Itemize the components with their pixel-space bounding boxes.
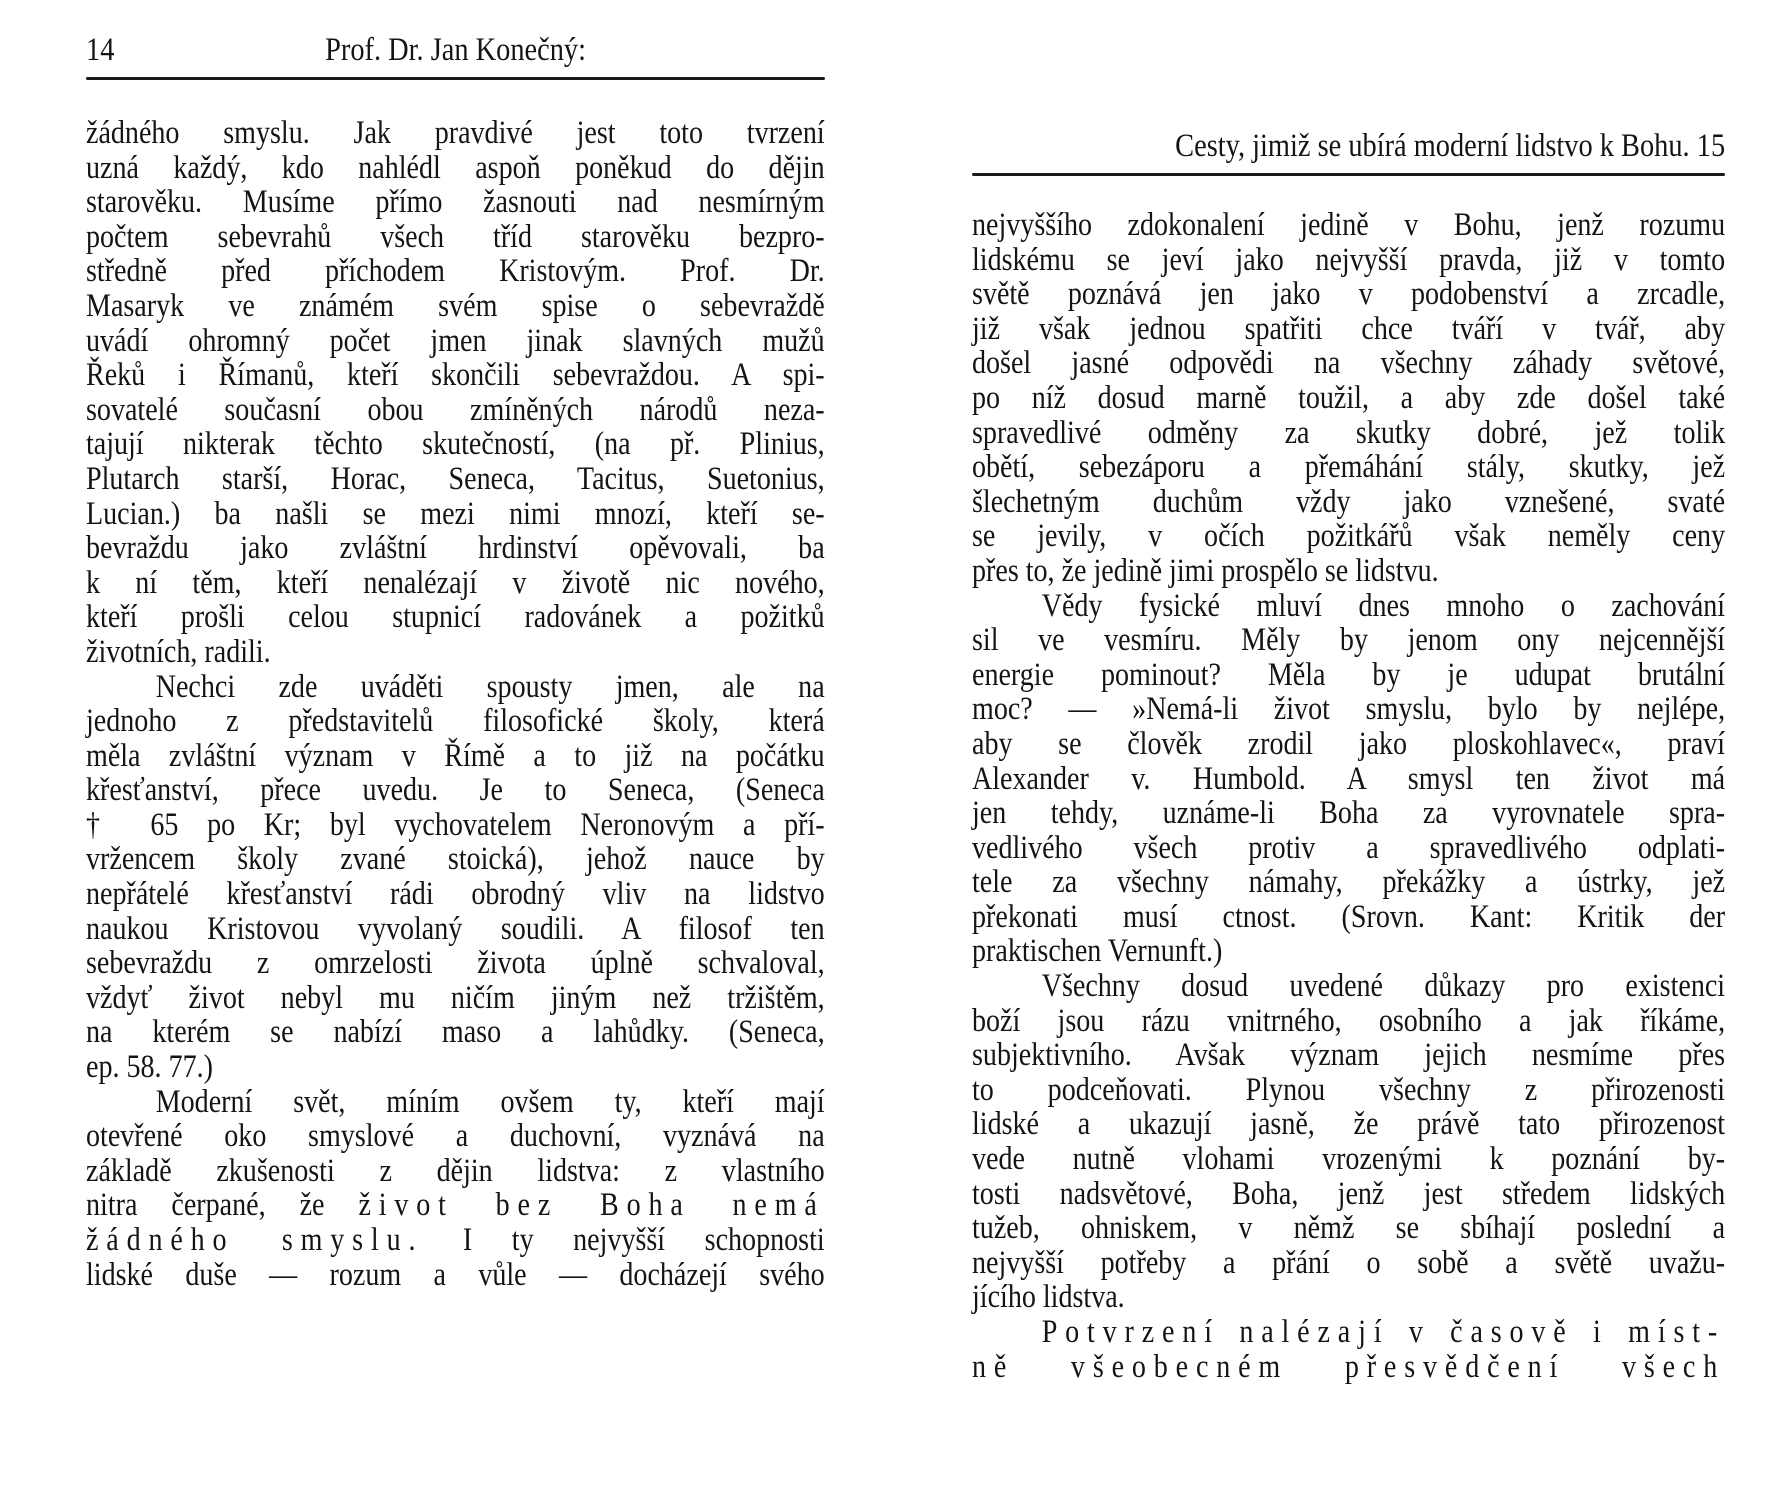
text-line: naukou Kristovou vyvolaný soudili. A filosof ten: [86, 910, 825, 947]
text-line: to podceňovati. Plynou všechny z přirozenosti: [972, 1071, 1726, 1108]
text-line: jen tehdy, uznáme-li Boha za vyrovnatele spra-: [972, 795, 1726, 832]
text-line: se jevily, v očích požitkářů však neměly ceny: [972, 518, 1726, 555]
text-line: spravedlivé odměny za skutky dobré, jež tolik: [972, 414, 1726, 451]
running-title: Cesty, jimiž se ubírá moderní lidstvo k Bohu.: [1175, 128, 1690, 164]
text-line: již však jednou spatřiti chce tváří v tvář, aby: [972, 310, 1726, 347]
text-line: počtem sebevrahů všech tříd starověku bezpro-: [86, 218, 825, 255]
header-rule: [972, 173, 1725, 176]
text-line: křesťanství, přece uvedu. Je to Seneca, (Seneca: [86, 772, 825, 809]
text-line: sil ve vesmíru. Měly by jenom ony nejcennější: [972, 622, 1726, 659]
text-line: Masaryk ve známém svém spise o sebevraždě: [86, 287, 825, 324]
text-line: přes to, že jedině jimi prospělo se lidstvu.: [972, 552, 1439, 589]
text-line: došel jasné odpovědi na všechny záhady světové,: [972, 345, 1726, 382]
text-line: nejvyššího zdokonalení jedině v Bohu, jenž rozumu: [972, 207, 1726, 243]
text-line: tužeb, ohniskem, v němž se sbíhají poslední a: [972, 1210, 1726, 1247]
text-line: životních, radili.: [86, 633, 271, 670]
text-line: k ní těm, kteří nenalézají v životě nic nového,: [86, 564, 825, 601]
text-line: Vědy fysické mluví dnes mnoho o zachování: [1041, 587, 1726, 624]
page-body: [972, 208, 1788, 1384]
text-line: nejvyšší potřeby a přání o sobě a světě uvažu-: [972, 1244, 1726, 1281]
text-segment: nitra čerpané, že: [86, 1187, 359, 1224]
text-line: světě poznává jen jako v podobenství a zrcadle,: [972, 276, 1726, 313]
text-line: praktischen Vernunft.): [972, 933, 1223, 970]
text-segment: I ty nejvyšší schopnosti: [423, 1222, 825, 1258]
text-lines: [972, 208, 1725, 1384]
text-line: kteří prošli celou stupnicí radovánek a požitků: [86, 599, 825, 636]
text-line: bevraždu jako zvláštní hrdinství opěvovali, ba: [86, 530, 825, 567]
text-line: [972, 1315, 1725, 1350]
text-line: šlechetným duchům vždy jako vznešené, svaté: [972, 483, 1726, 520]
text-line: Nechci zde uváděti spousty jmen, ale na: [155, 668, 825, 705]
running-title-with-page-number: [1175, 128, 1725, 165]
text-line: boží jsou rázu vnitrného, osobního a jak říkáme,: [972, 1002, 1726, 1039]
text-line: středně před příchodem Kristovým. Prof. Dr.: [86, 253, 825, 290]
text-line: vždyť život nebyl mu ničím jiným než tržištěm,: [86, 979, 825, 1016]
emphasized-text: žádného smyslu.: [86, 1222, 424, 1258]
text-line: starověku. Musíme přímo žasnouti nad nesmírným: [86, 184, 825, 221]
text-line: energie pominout? Měla by je udupat brutální: [972, 656, 1726, 693]
text-line: sovatelé současní obou zmíněných národů neza-: [86, 391, 825, 428]
text-line: vede nutně vlohami vrozenými k poznání by-: [972, 1141, 1726, 1178]
text-line: [86, 1223, 825, 1258]
text-line: aby se člověk zrodil jako ploskohlavec«, praví: [972, 725, 1726, 762]
text-line: základě zkušenosti z dějin lidstva: z vlastního: [86, 1152, 825, 1189]
page-number: 15: [1696, 128, 1726, 164]
text-line: lidské duše — rozum a vůle — docházejí svého: [86, 1256, 825, 1293]
text-line: Alexander v. Humbold. A smysl ten život má: [972, 760, 1726, 797]
text-line: jednoho z představitelů filosofické školy, která: [86, 703, 825, 740]
text-line: nepřátelé křesťanství rádi obrodný vliv na lidstvo: [86, 876, 825, 913]
text-line: uvádí ohromný počet jmen jinak slavných mužů: [86, 322, 825, 359]
text-line: lidské a ukazují jasně, že právě tato přirozenost: [972, 1106, 1726, 1143]
text-line: obětí, sebezáporu a přemáhání stály, skutky, jež: [972, 449, 1726, 486]
text-lines: [86, 116, 825, 1292]
text-line: tosti nadsvětové, Boha, jenž jest středem lidských: [972, 1175, 1726, 1212]
text-line: po níž dosud marně toužil, a aby zde došel také: [972, 379, 1726, 416]
text-line: † 65 po Kr; byl vychovatelem Neronovým a pří-: [86, 806, 825, 843]
text-line: tajují nikterak těchto skutečností, (na př. Plinius,: [86, 426, 825, 463]
page-number: 14: [86, 32, 115, 68]
text-line: jícího lidstva.: [972, 1279, 1125, 1316]
text-line: tele za všechny námahy, překážky a ústrky, jež: [972, 864, 1726, 901]
page-body: [86, 116, 955, 1292]
text-line: žádného smyslu. Jak pravdivé jest toto tvrzení: [86, 115, 825, 151]
text-line: ep. 58. 77.): [86, 1049, 213, 1086]
page-header: [86, 32, 825, 72]
text-line: sebevraždu z omrzelosti života úplně schvaloval,: [86, 945, 825, 982]
text-line: [972, 1350, 1725, 1385]
emphasized-text: Potvrzení nalézají v časově i míst-: [1041, 1314, 1726, 1350]
running-title: Prof. Dr. Jan Konečný:: [325, 32, 587, 68]
header-rule: [86, 77, 825, 80]
text-line: Lucian.) ba našli se mezi nimi mnozí, kteří se-: [86, 495, 825, 532]
text-line: Všechny dosud uvedené důkazy pro existenci: [1041, 968, 1726, 1005]
text-line: [86, 1188, 825, 1223]
text-line: na kterém se nabízí maso a lahůdky. (Seneca,: [86, 1014, 825, 1051]
text-line: vedlivého všech protiv a spravedlivého odplati-: [972, 829, 1726, 866]
text-line: měla zvláštní význam v Římě a to již na počátku: [86, 737, 825, 774]
text-line: otevřené oko smyslové a duchovní, vyznává na: [86, 1118, 825, 1155]
text-line: lidskému se jeví jako nejvyšší pravda, již v tomto: [972, 241, 1726, 278]
page-header: [972, 128, 1725, 168]
text-line: Moderní svět, míním ovšem ty, kteří mají: [155, 1083, 825, 1120]
text-line: vržencem školy zvané stoická), jehož nauce by: [86, 841, 825, 878]
text-line: Plutarch starší, Horac, Seneca, Tacitus, Suetonius,: [86, 460, 825, 497]
text-line: překonati musí ctnost. (Srovn. Kant: Kritik der: [972, 898, 1726, 935]
emphasized-text: ně všeobecném přesvědčení všech: [972, 1348, 1726, 1385]
text-line: moc? — »Nemá-li život smyslu, bylo by nejlépe,: [972, 691, 1726, 728]
text-line: subjektivního. Avšak význam jejich nesmíme přes: [972, 1037, 1726, 1074]
text-line: Řeků i Římanů, kteří skončili sebevraždou. A spi-: [86, 357, 825, 394]
emphasized-text: život bez Boha nemá: [358, 1187, 825, 1224]
text-line: uzná každý, kdo nahlédl aspoň poněkud do dějin: [86, 149, 825, 186]
